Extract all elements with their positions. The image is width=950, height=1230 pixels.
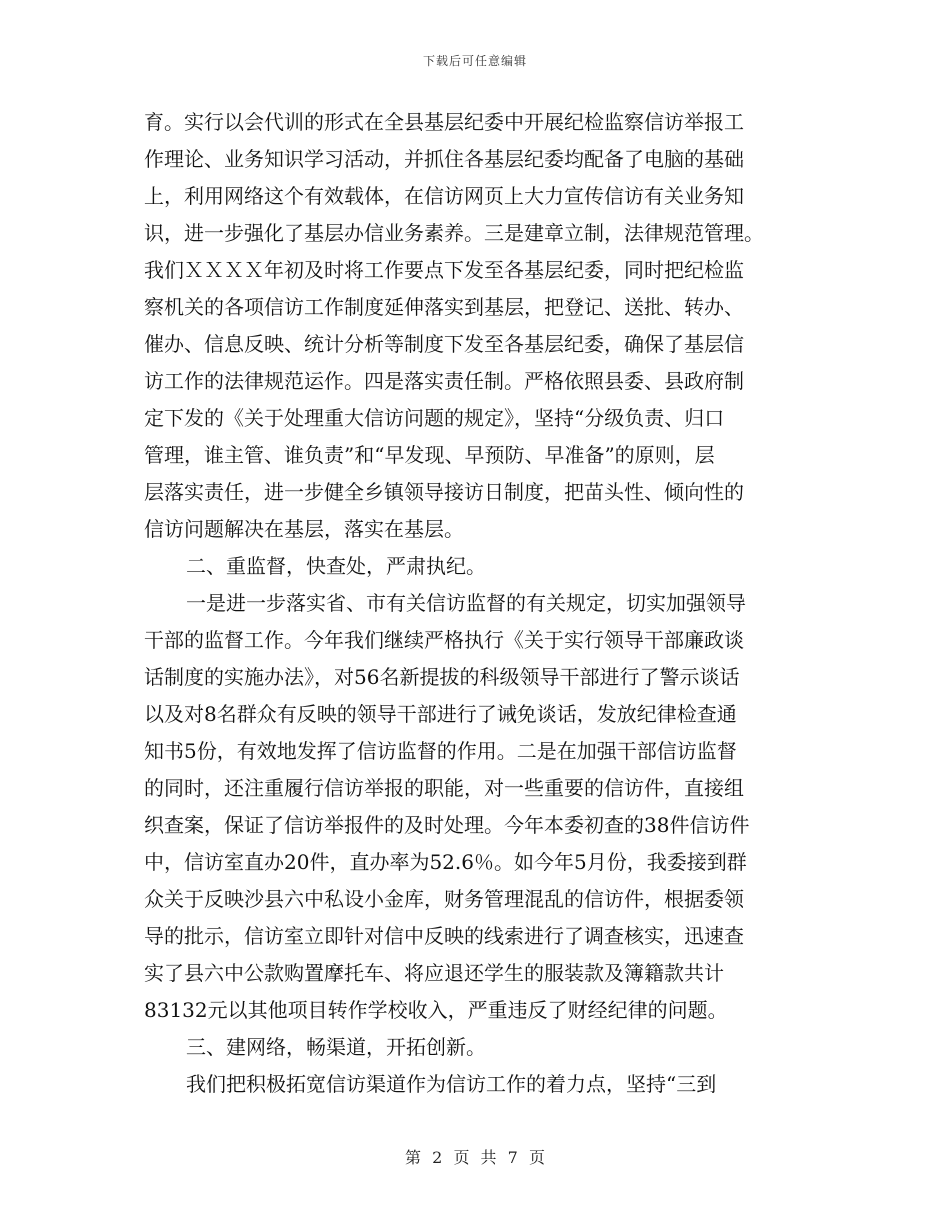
footer-page-unit: 页	[453, 1148, 470, 1167]
paragraph-line: 的同时，还注重履行信访举报的职能，对一些重要的信访件，直接组	[144, 776, 744, 800]
paragraph-line: 层落实责任，进一步健全乡镇领导接访日制度，把苗头性、倾向性的	[144, 480, 744, 504]
paragraph-line: 众关于反映沙县六中私设小金库，财务管理混乱的信访件，根据委领	[144, 887, 744, 911]
footer-page-number: 2	[432, 1148, 443, 1167]
footer-total-prefix: 共	[480, 1148, 497, 1167]
paragraph-line: 访工作的法律规范运作。四是落实责任制。严格依照县委、县政府制	[144, 369, 744, 393]
paragraph-line: 织查案，保证了信访举报件的及时处理。今年本委初查的38件信访件	[144, 813, 750, 837]
paragraph-line: 导的批示，信访室立即针对信中反映的线索进行了调查核实，迅速查	[144, 924, 744, 948]
section-heading: 二、重监督，快查处，严肃执纪。	[186, 554, 486, 578]
paragraph-line: 实了县六中公款购置摩托车、将应退还学生的服装款及簿籍款共计	[144, 961, 724, 985]
paragraph-line: 管理，谁主管、谁负责”和“早发现、早预防、早准备”的原则，层	[144, 443, 715, 467]
paragraph-line: 作理论、业务知识学习活动，并抓住各基层纪委均配备了电脑的基础	[144, 147, 744, 171]
paragraph-line: 干部的监督工作。今年我们继续严格执行《关于实行领导干部廉政谈	[144, 628, 744, 652]
footer-prefix: 第	[405, 1148, 422, 1167]
paragraph-line: 催办、信息反映、统计分析等制度下发至各基层纪委，确保了基层信	[144, 332, 744, 356]
paragraph-line: 以及对8名群众有反映的领导干部进行了诫免谈话，发放纪律检查通	[144, 702, 737, 726]
paragraph-line: 我们ＸＸＸＸ年初及时将工作要点下发至各基层纪委，同时把纪检监	[144, 258, 744, 282]
paragraph-line: 育。实行以会代训的形式在全县基层纪委中开展纪检监察信访举报工	[144, 110, 744, 134]
section-heading: 三、建网络，畅渠道，开拓创新。	[186, 1035, 486, 1059]
paragraph-line: 知书5份，有效地发挥了信访监督的作用。二是在加强干部信访监督	[144, 739, 737, 763]
paragraph-line: 话制度的实施办法》，对56名新提拔的科级领导干部进行了警示谈话	[144, 665, 740, 689]
paragraph-line: 83132元以其他项目转作学校收入，严重违反了财经纪律的问题。	[144, 998, 728, 1022]
paragraph-line: 察机关的各项信访工作制度延伸落实到基层，把登记、送批、转办、	[144, 295, 744, 319]
paragraph-line: 中，信访室直办20件，直办率为52.6％。如今年5月份，我委接到群	[144, 850, 747, 874]
paragraph-line: 一是进一步落实省、市有关信访监督的有关规定，切实加强领导	[186, 591, 746, 615]
page-footer	[0, 1145, 950, 1168]
footer-total-pages: 7	[507, 1148, 518, 1167]
paragraph-line: 识，进一步强化了基层办信业务素养。三是建章立制，法律规范管理。	[144, 221, 764, 245]
page-header: 下载后可任意编辑	[422, 54, 527, 68]
document-body	[144, 104, 808, 1103]
footer-total-unit: 页	[528, 1148, 545, 1167]
paragraph-line: 信访问题解决在基层，落实在基层。	[144, 517, 464, 541]
paragraph-line: 定下发的《关于处理重大信访问题的规定》，坚持“分级负责、归口	[144, 406, 725, 430]
paragraph-line: 我们把积极拓宽信访渠道作为信访工作的着力点，坚持“三到	[186, 1072, 717, 1096]
paragraph-line: 上，利用网络这个有效载体，在信访网页上大力宣传信访有关业务知	[144, 184, 744, 208]
